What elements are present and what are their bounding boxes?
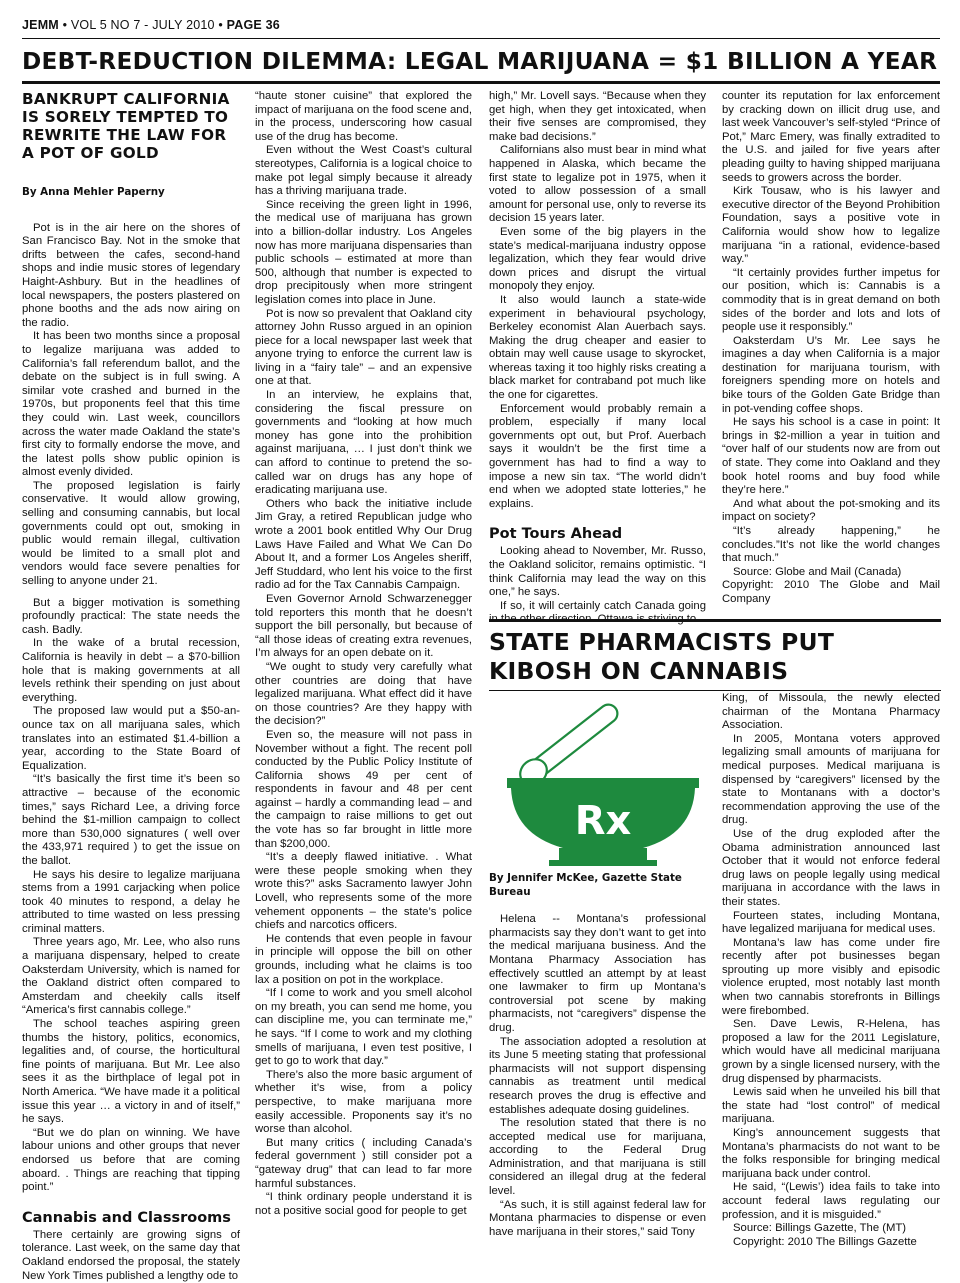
folio-rule [22,38,940,39]
paragraph: The proposed law would put a $50-an-ounce tax on all marijuana sales, which translates into an estimated $1.4-billion a year, according to the State Board of Equalization. [22,705,240,772]
paragraph: Even without the West Coast’s cultural stereotypes, California is a logical choice to make pot legal simply because it already has a thriving marijuana trade. [255,144,472,198]
paragraph: He says his school is a case in point: It brings in $2-million a year in tuition and “over half of our students now are from out of state. They come into Oakland and they book hotel rooms and buy food while they’re here.” [722,416,940,497]
paragraph: But many critics ( including Canada’s federal government ) still consider pot a “gateway drug” that can lead to far more harmful substances. [255,1136,472,1190]
paragraph: But a bigger motivation is something profoundly practical: The state needs the cash. Badly. [22,596,240,636]
story1-col1-body [22,222,240,1195]
paragraph: counter its reputation for lax enforcement by cracking down on illicit drug use, and last week Vancouver’s self-styled “Prince of Pot,” Marc Emery, was finally extradited to the U.S. and jailed for five years after pleading guilty to having shipped marijuana seeds to growers across the border. [722,90,940,184]
paragraph: Others who back the initiative include Jim Gray, a retired Republican judge who wrote a 2001 book entitled Why Our Drug Laws Have Failed and What We Can Do About It, and a former Los Angeles sheriff, Jeff Studdard, who lent his voice to the first radio ad for the Tax Cannabis Campaign. [255,497,472,592]
paragraph: “It’s basically the first time it’s been so attractive – because of the economic times,” says Richard Lee, a driving force behind the $1-million campaign to collect more than 530,000 signatures ( well over the 433,971 required ) to get the issue on the ballot. [22,773,240,867]
paragraph: Lewis said when he unveiled his bill that the state had “lost control” of medical marijuana. [722,1086,940,1126]
story1-deck: BANKRUPT CALIFORNIA IS SORELY TEMPTED TO REWRITE THE LAW FOR A POT OF GOLD [22,90,230,162]
folio-separator: • [218,18,223,32]
paragraph: The association adopted a resolution at its June 5 meeting stating that professional pharmacists will not support dispensing cannabis as treatment until medical research proves the drug is effective and establishes adequate dosing guidelines. [489,1035,706,1116]
paragraph: Three years ago, Mr. Lee, who also runs a marijuana dispensary, helped to create Oaksterdam University, which is named for the Oakland district often compared to Amsterdam and cheekily calls itself “America’s first cannabis college.” [22,936,240,1017]
paragraph: Since receiving the green light in 1996, the medical use of marijuana has grown into a billion-dollar industry. Los Angeles now has more marijuana dispensaries than public schools – estimated at more than 500, although that number is expected to drop precipitously when more stringent legislation comes into place in June. [255,198,472,306]
paragraph: It also would launch a state-wide experiment in behavioural psychology, Berkeley economist Alan Auerbach says. Making the drug cheaper and easier to obtain may well cause usage to skyrocket, whereas taxing it too highly risks creating a black market for contraband pot much like the one for cigarettes. [489,293,706,402]
paragraph: The resolution stated that there is no accepted medical use for marijuana, according to the Federal Drug Administration, and that marijuana is still considered an illegal drug at the federal level. [489,1117,706,1198]
paragraph: “I think ordinary people understand it is not a positive social good for people to get [255,1191,472,1217]
paragraph: In 2005, Montana voters approved legalizing small amounts of marijuana for medical purposes. Medical marijuana is dispensed by “caregivers” licensed by the state to Montanans with a doctor’s recommendation approving the use of the drug. [722,732,940,827]
paragraph: Fourteen states, including Montana, have legalized marijuana for medical uses. [722,909,940,936]
paragraph: Source: Globe and Mail (Canada) [733,565,902,578]
story2-column-a [489,872,706,1239]
paragraph: There certainly are growing signs of tolerance. Last week, on the same day that Oakland endorsed the proposal, the stately New York Times published a lengthy ode to [22,1228,240,1282]
story1-column-2 [255,90,472,1218]
paragraph: “haute stoner cuisine” that explored the impact of marijuana on the food scene and, in the process, underscoring how casual use of the drug has become. [255,90,472,143]
paragraph: The proposed legislation is fairly conservative. It would allow growing, selling and consuming cannabis, but local governments could opt out, smoking in public would remain illegal, cultivation would be limited to a small plot and vendors would face severe penalties for selling to anyone under 21. [22,479,240,588]
paragraph: Kirk Tousaw, who is his lawyer and executive director of the Beyond Prohibition Foundation, says a positive vote in California would show how to legalize marijuana “in a rational, evidence-based way.” [722,185,940,266]
paragraph: “As such, it is still against federal law for Montana pharmacies to dispense or even have marijuana in their stores,” said Tony [489,1198,706,1238]
paragraph: He said, “(Lewis’) idea fails to take into account federal laws regulating our profession, and it is misguided.” [722,1181,940,1221]
paragraph: King’s announcement suggests that Montana’s pharmacists do not want to be the folks responsible for bringing medical marijuana back under control. [722,1127,940,1180]
page-number: PAGE 36 [226,18,280,32]
paragraph: Montana’s law has come under fire recently after pot businesses began sprouting up more visibly and episodic violence erupted, most notably last month when two cannabis storefronts in Billings were firebombed. [722,936,940,1017]
paragraph: The school teaches aspiring green thumbs the history, politics, economics, legalities and, of course, the horticultural fine points of marijuana. But Mr. Lee also sees it as the birthplace of legal pot in North America. “We have made it a political issue this year … a victory in and of itself,” he says. [22,1018,240,1126]
rx-mortar-pestle-graphic [489,696,709,868]
story1-column-1 [22,90,240,1283]
story1-column-3 [489,90,706,627]
paragraph: “If I come to work and you smell alcohol on my breath, you can send me home, you can discipline me, you can terminate me,” he says. “If I come to work and my clothing smells of marijuana, I even test positive, I get to go to work that day.” [255,987,472,1068]
paragraph: Sen. Dave Lewis, R-Helena, has proposed a law for the 2011 Legislature, which would have all medicinal marijuana grown by a single licensed nursery, with the drug dispensed by pharmacists. [722,1018,940,1085]
paragraph: “It’s already happening,” he concludes.”It’s not like the world changes that much.” [722,525,940,565]
paragraph: In an interview, he explains that, considering the fiscal pressure on governments and “looking at how much money has gone into the prohibition against marijuana, … I just don’t think we can afford to continue to pretend the so-called war on drugs has any hope of eradicating marijuana use. [255,389,472,497]
folio-separator: • [62,18,68,32]
subhead-pot-tours-ahead: Pot Tours Ahead [489,526,623,543]
story2-headline: STATE PHARMACISTS PUT KIBOSH ON CANNABIS [489,628,835,685]
paragraph: “But we do plan on winning. We have labour unions and other groups that never endorsed us before that are coming aboard. . Things are reaching that tipping point.” [22,1126,240,1194]
paragraph: Copyright: 2010 The Globe and Mail Company [722,579,940,605]
paragraph: Looking ahead to November, Mr. Russo, the Oakland solicitor, remains optimistic. “I think California may lead the way on this one,” he says. [489,545,706,599]
paragraph: Even so, the measure will not pass in November without a fight. The recent poll conducted by the Public Policy Institute of California shows 49 per cent of respondents in favour and 48 per cent against – hardly a commanding lead – and the campaign to raise millions to get out the vote has so far brought in little more than $200,000. [255,728,472,850]
paragraph: Oaksterdam U’s Mr. Lee says he imagines a day when California is a major destination for marijuana tourism, with foreigners spending more on hotels and bike tours of the Golden Gate Bridge than in pot-vending coffee shops. [722,334,940,415]
paragraph: Even some of the big players in the state’s medical-marijuana industry oppose legalization, which they fear would drive down prices and disrupt the virtual monopoly they enjoy. [489,225,706,293]
paragraph: high,” Mr. Lovell says. “Because when they get high, when they get intoxicated, when their five senses are compromised, they make bad decisions.” [489,90,706,143]
paragraph: And what about the pot-smoking and its impact on society? [722,497,940,524]
magazine-name: JEMM [22,18,59,32]
story2-byline: By Jennifer McKee, Gazette State Bureau [489,872,682,898]
paragraph: Helena -- Montana’s professional pharmacists say they don’t want to get into the medical marijuana business. And the Montana Pharmacy Association has effectively scuttled an attempt by at least one lawmaker to firm up Montana’s controversial pot scene by making pharmacists, not “caregivers” dispense the drug. [489,913,706,1034]
paragraph: He says his desire to legalize marijuana stems from a 1991 carjacking when police took 40 minutes to respond, a delay he attributed to time wasted on less pressing criminal matters. [22,868,240,935]
paragraph: Pot is now so prevalent that Oakland city attorney John Russo argued in an opinion piece for a local newspaper last week that anyone trying to enforce the current law is living in a “fairy tale” – and an expensive one at that. [255,307,472,388]
paragraph: It has been two months since a proposal to legalize marijuana was added to California’s fall referendum ballot, and the debate on the subject is in full swing. A similar vote crashed and burned in the 1970s, but proponents feel that this time they could win. Last week, councillors across the water made Oakland the state’s first city to formally endorse the move, and the latest polls show public opinion is almost evenly divided. [22,330,240,479]
paragraph: Use of the drug exploded after the Obama administration announced last October that it would not enforce federal drug laws on people legally using medical marijuana in accordance with the laws in their states. [722,827,940,908]
rx-label: Rx [574,798,632,844]
folio [22,18,280,32]
subhead-cannabis-classrooms: Cannabis and Classrooms [22,1209,231,1226]
headline-rule [22,81,940,84]
paragraph: “We ought to study very carefully what other countries are doing that have legalized marijuana. What effect did it have on those countries? Are they happy with the decision?” [255,660,472,728]
story2-top-rule [489,619,941,622]
story1-column-4 [722,90,940,607]
paragraph: In the wake of a brutal recession, California is heavily in debt – a $70-billion hole that is making governments at all levels rethink their spending on just about everything. [22,637,240,704]
paragraph: He contends that even people in favour in principle will oppose the bill on other grounds, including what he claims is too lax a position on pot in the workplace. [255,932,472,986]
paragraph: Enforcement would probably remain a problem, especially if many local governments opt out, but Prof. Auerbach says it wouldn’t be the first time a government has had to find a way to impose a new sin tax. “The world didn’t end when we adopted state lotteries,” he explains. [489,402,706,510]
story2-column-b [722,692,940,1249]
mortar-pestle-icon [489,696,709,868]
paragraph: Even Governor Arnold Schwarzenegger told reporters this month that he doesn’t support the bill personally, but because of “all those ideas of creating extra revenues, I’m always for an open debate on it. [255,592,472,660]
paragraph: Pot is in the air here on the shores of San Francisco Bay. Not in the smoke that drifts between the cafes, second-hand shops and indie music stores of legendary Haight-Ashbury. But in the headlines of local newspapers, the posters plastered on phone booths and the ads now airing on the radio. [22,221,240,329]
paragraph: If so, it will certainly catch Canada going in the other direction. Ottawa is striving to [489,599,706,626]
story1-byline: By Anna Mehler Paperny [22,186,165,198]
paragraph: Source: Billings Gazette, The (MT) [733,1222,907,1235]
story2-headline-rule [489,690,941,691]
paragraph: “It certainly provides further impetus for our position, which is: Cannabis is a commodity that is in great demand on both sides of the border and lots and lots of people use it responsibly.” [722,266,940,334]
issue-info: VOL 5 NO 7 - JULY 2010 [70,18,215,32]
paragraph: King, of Missoula, the newly elected chairman of the Montana Pharmacy Association. [722,692,940,732]
paragraph: Copyright: 2010 The Billings Gazette [733,1235,917,1248]
paragraph: There’s also the more basic argument of whether it’s wise, from a policy perspective, to make marijuana more easily accessible. Proponents say it’s no worse than alcohol. [255,1068,472,1136]
main-headline: DEBT-REDUCTION DILEMMA: LEGAL MARIJUANA = $1 BILLION A YEAR [22,48,938,75]
paragraph: Californians also must bear in mind what happened in Alaska, which became the first state to legalize pot in 1975, when it voted to allow possession of a small amount for personal use, only to reverse its decision 15 years later. [489,144,706,225]
paragraph: “It’s a deeply flawed initiative. . What were these people smoking when they wrote this?” asks Sacramento lawyer John Lovell, who represents some of the more vehement opponents – the state’s police chiefs and narcotics officers. [255,851,472,932]
